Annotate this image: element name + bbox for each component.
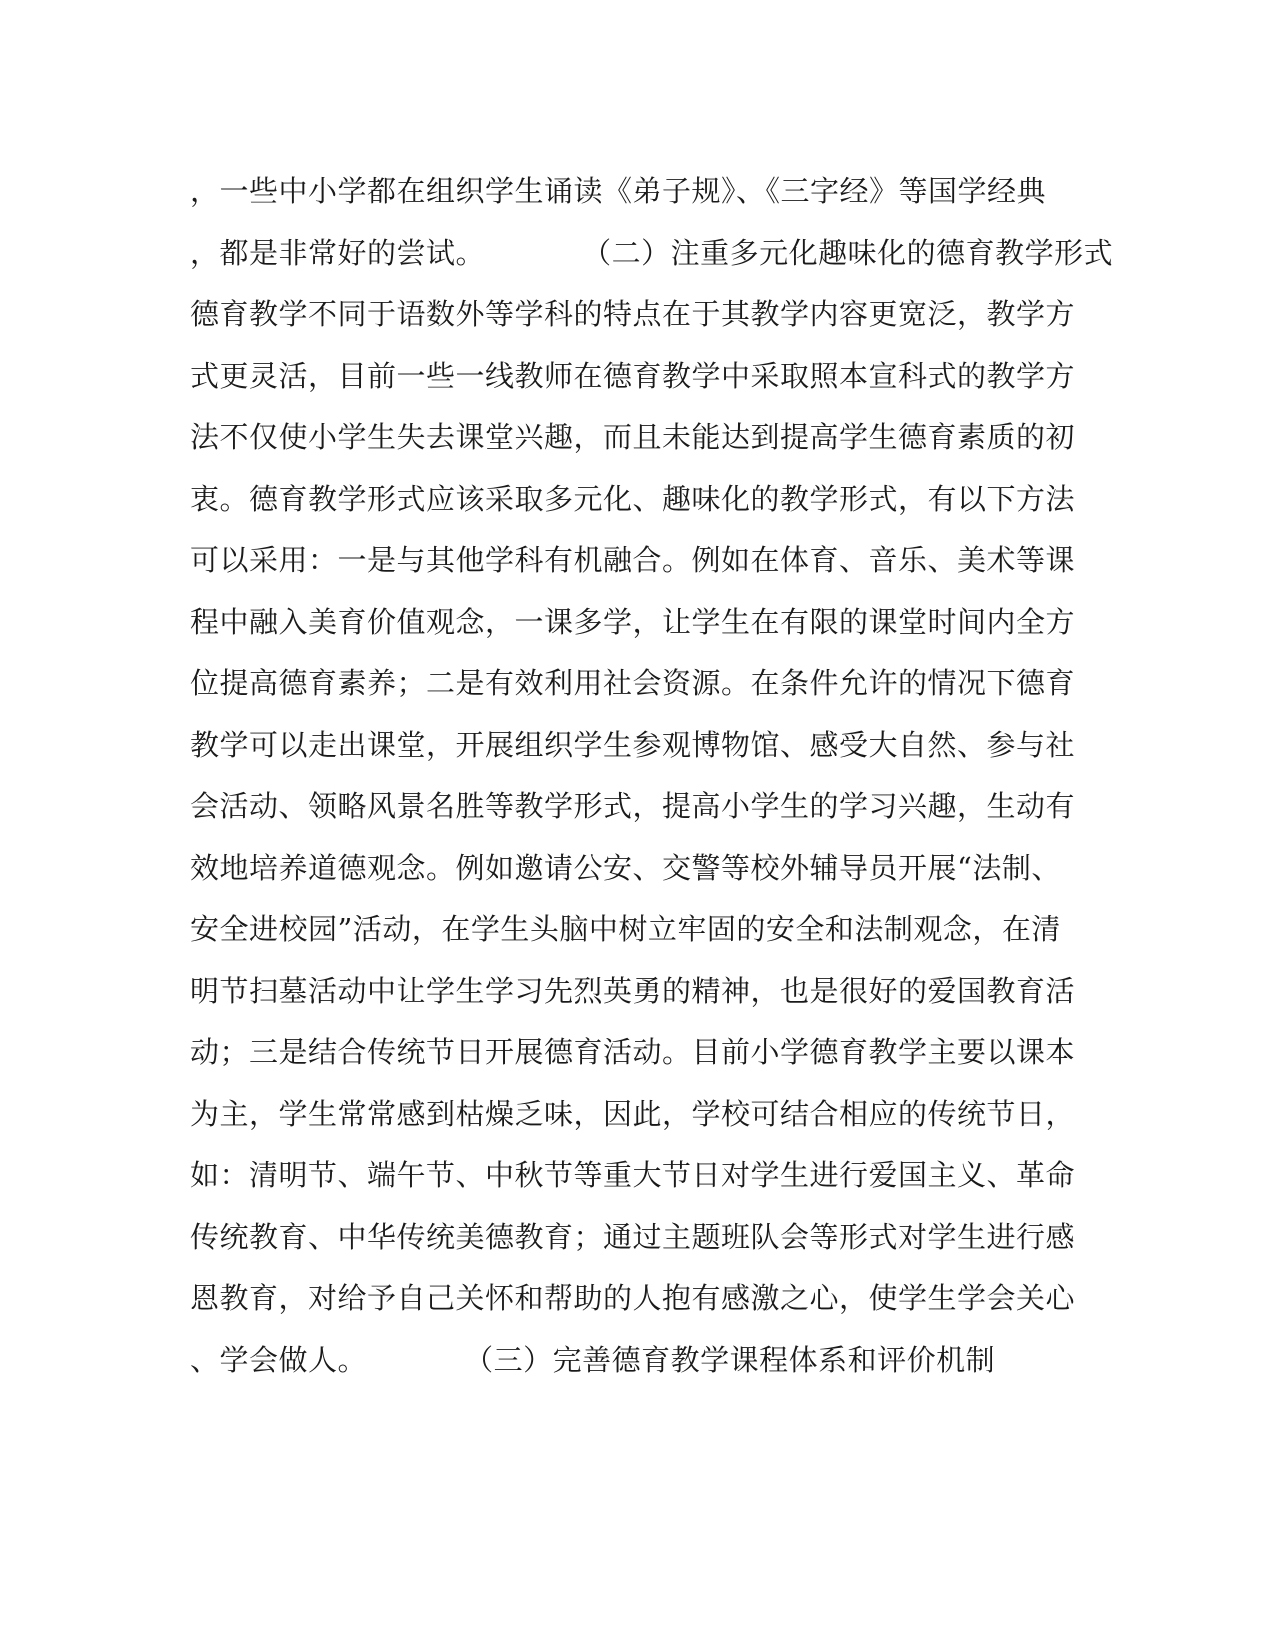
- text-line: 式更灵活，目前一些一线教师在德育教学中采取照本宣科式的教学方: [190, 358, 1076, 393]
- text-line: 教学可以走出课堂，开展组织学生参观博物馆、感受大自然、参与社: [190, 727, 1076, 762]
- text-line: ，都是非常好的尝试。 （二）注重多元化趣味化的德育教学形式: [190, 235, 1114, 270]
- text-line: 明节扫墓活动中让学生学习先烈英勇的精神，也是很好的爱国教育活: [190, 973, 1076, 1008]
- body-text: [190, 161, 1114, 1391]
- text-line: 动；三是结合传统节日开展德育活动。目前小学德育教学主要以课本: [190, 1035, 1076, 1069]
- text-line: 、学会做人。 （三）完善德育教学课程体系和评价机制: [190, 1342, 996, 1377]
- text-line: 如：清明节、端午节、中秋节等重大节日对学生进行爱国主义、革命: [190, 1158, 1076, 1192]
- text-line: 衷。德育教学形式应该采取多元化、趣味化的教学形式，有以下方法: [190, 481, 1076, 516]
- text-line: 可以采用：一是与其他学科有机融合。例如在体育、音乐、美术等课: [190, 543, 1076, 577]
- text-line: 效地培养道德观念。例如邀请公安、交警等校外辅导员开展“法制、: [190, 850, 1061, 885]
- text-line: ，一些中小学都在组织学生诵读《弟子规》、《三字经》等国学经典: [190, 174, 1047, 208]
- text-line: 程中融入美育价值观念，一课多学，让学生在有限的课堂时间内全方: [190, 604, 1076, 639]
- text-line: 恩教育，对给予自己关怀和帮助的人抱有感激之心，使学生学会关心: [190, 1281, 1076, 1315]
- text-line: 德育教学不同于语数外等学科的特点在于其教学内容更宽泛，教学方: [190, 297, 1076, 331]
- text-line: 安全进校园”活动，在学生头脑中树立牢固的安全和法制观念，在清: [190, 912, 1061, 946]
- text-line: 传统教育、中华传统美德教育；通过主题班队会等形式对学生进行感: [190, 1219, 1076, 1254]
- text-line: 会活动、领略风景名胜等教学形式，提高小学生的学习兴趣，生动有: [190, 789, 1076, 823]
- text-line: 法不仅使小学生失去课堂兴趣，而且未能达到提高学生德育素质的初: [190, 420, 1076, 454]
- text-line: 位提高德育素养；二是有效利用社会资源。在条件允许的情况下德育: [190, 666, 1076, 700]
- text-line: 为主，学生常常感到枯燥乏味，因此，学校可结合相应的传统节日，: [190, 1096, 1076, 1131]
